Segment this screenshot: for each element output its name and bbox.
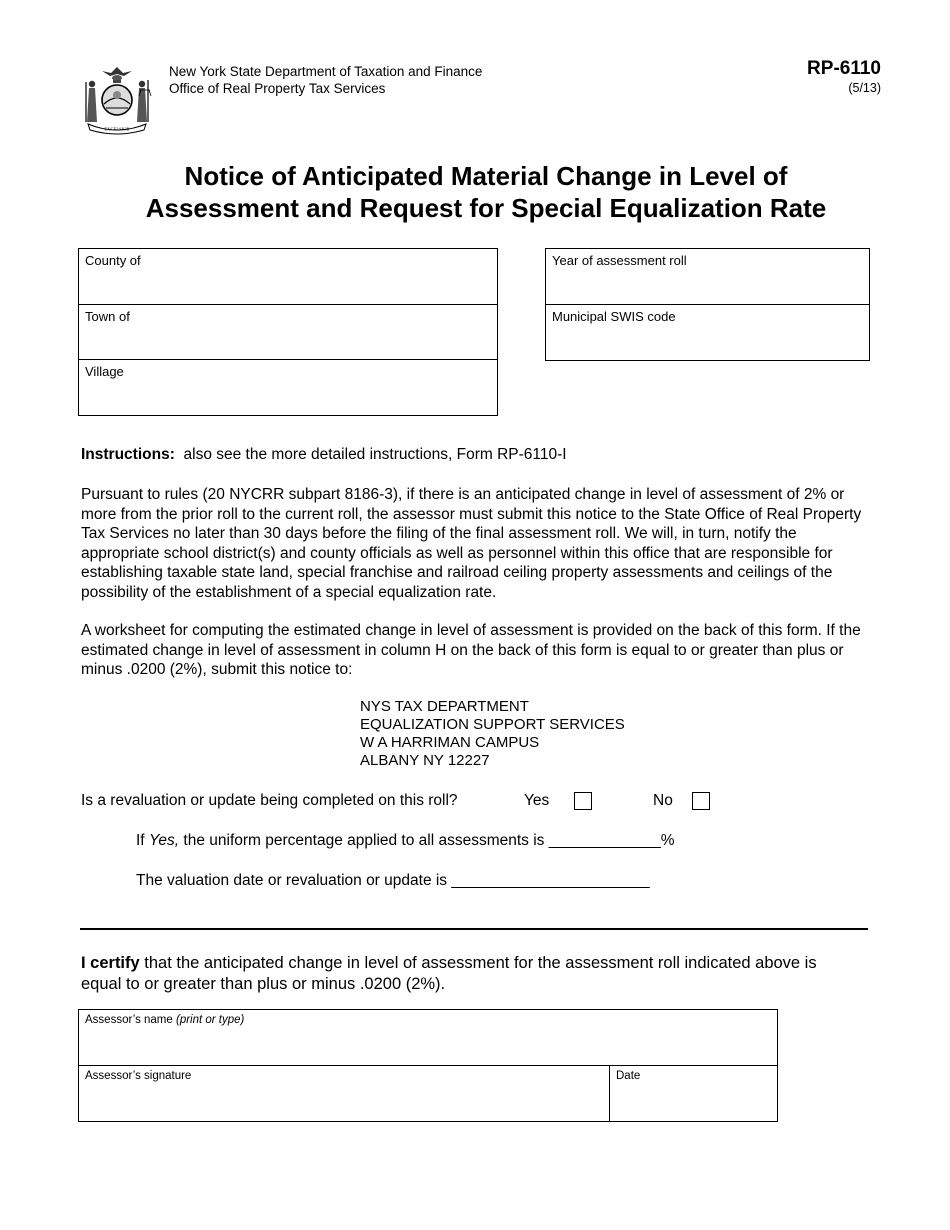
instructions-label: Instructions: [81, 446, 175, 463]
assessment-roll-year-field[interactable] [545, 248, 870, 305]
swis-code-field[interactable] [545, 304, 870, 361]
yes-label: Yes [524, 792, 550, 809]
town-field[interactable] [78, 304, 498, 360]
date-field[interactable] [609, 1065, 778, 1122]
form-revision: (5/13) [848, 81, 881, 95]
form-identifier [807, 58, 881, 96]
form-title [60, 160, 912, 224]
certify-bold: I certify [81, 954, 140, 972]
yes-checkbox[interactable] [574, 792, 592, 810]
mailing-address [360, 698, 625, 770]
town-label: Town of [85, 309, 130, 324]
uniform-percentage-text: the uniform percentage applied to all assessments is _____________% [183, 832, 675, 849]
county-field[interactable] [78, 248, 498, 305]
agency-line-1: New York State Department of Taxation and Finance [169, 64, 483, 79]
county-label: County of [85, 253, 141, 268]
section-divider [80, 928, 868, 930]
no-checkbox[interactable] [692, 792, 710, 810]
revaluation-question: Is a revaluation or update being completed on this roll? [81, 792, 458, 809]
agency-line-2: Office of Real Property Tax Services [169, 81, 386, 96]
certification-statement [81, 953, 861, 995]
rules-paragraph: Pursuant to rules (20 NYCRR subpart 8186-3), if there is an anticipated change in level of assessment of 2% or more from the prior roll to the current roll, the assessor must submit this notice to the State Office of Real Property Tax Services no later than 30 days before the filing of the final assessment roll. We will, in turn, notify the appropriate school district(s) and county officials as well as personnel within this office that are responsible for establishing taxable state land, special franchise and railroad ceiling property assessments and ceilings of the possibility of the establishment of a special equalization rate. [81, 486, 862, 601]
instructions-line [81, 445, 881, 465]
assessor-signature-label: Assessor’s signature [85, 1070, 192, 1082]
agency-name [169, 63, 482, 97]
assessor-name-label-group [85, 1014, 244, 1026]
address-line-1: NYS TAX DEPARTMENT [360, 698, 529, 715]
uniform-percentage-line[interactable] [136, 832, 675, 850]
village-label: Village [85, 364, 124, 379]
if-prefix: If [136, 832, 145, 849]
address-line-3: W A HARRIMAN CAMPUS [360, 734, 540, 751]
certify-text: that the anticipated change in level of assessment for the assessment roll indicated above is equal to or greater than plus or minus .0200 (2%). [81, 954, 817, 993]
new-york-state-seal [80, 64, 154, 136]
title-line-2: Assessment and Request for Special Equalization Rate [145, 193, 827, 223]
assessor-name-label: Assessor’s name [85, 1014, 173, 1026]
assessor-signature-field[interactable] [78, 1065, 610, 1122]
assessment-roll-year-label: Year of assessment roll [552, 253, 687, 268]
title-line-1: Notice of Anticipated Material Change in Level of [184, 161, 788, 191]
form-number: RP-6110 [807, 58, 881, 79]
village-field[interactable] [78, 359, 498, 416]
yes-word: Yes, [148, 832, 180, 849]
address-line-2: EQUALIZATION SUPPORT SERVICES [360, 716, 625, 733]
no-label: No [653, 792, 673, 809]
swis-code-label: Municipal SWIS code [552, 309, 676, 324]
address-line-4: ALBANY NY 12227 [360, 752, 490, 769]
seal-motto: EXCELSIOR [104, 126, 130, 132]
valuation-date-line[interactable]: The valuation date or revaluation or update is _______________________ [136, 872, 650, 889]
date-label: Date [616, 1070, 641, 1082]
assessor-name-field[interactable] [78, 1009, 778, 1066]
assessor-name-hint: (print or type) [175, 1014, 245, 1026]
worksheet-paragraph: A worksheet for computing the estimated change in level of assessment is provided on the back of this form. If the estimated change in level of assessment in column H on the back of this form is equal to or greater than plus or minus .0200 (2%), submit this notice to: [81, 622, 861, 679]
instructions-text: also see the more detailed instructions, Form RP-6110-I [183, 446, 567, 463]
